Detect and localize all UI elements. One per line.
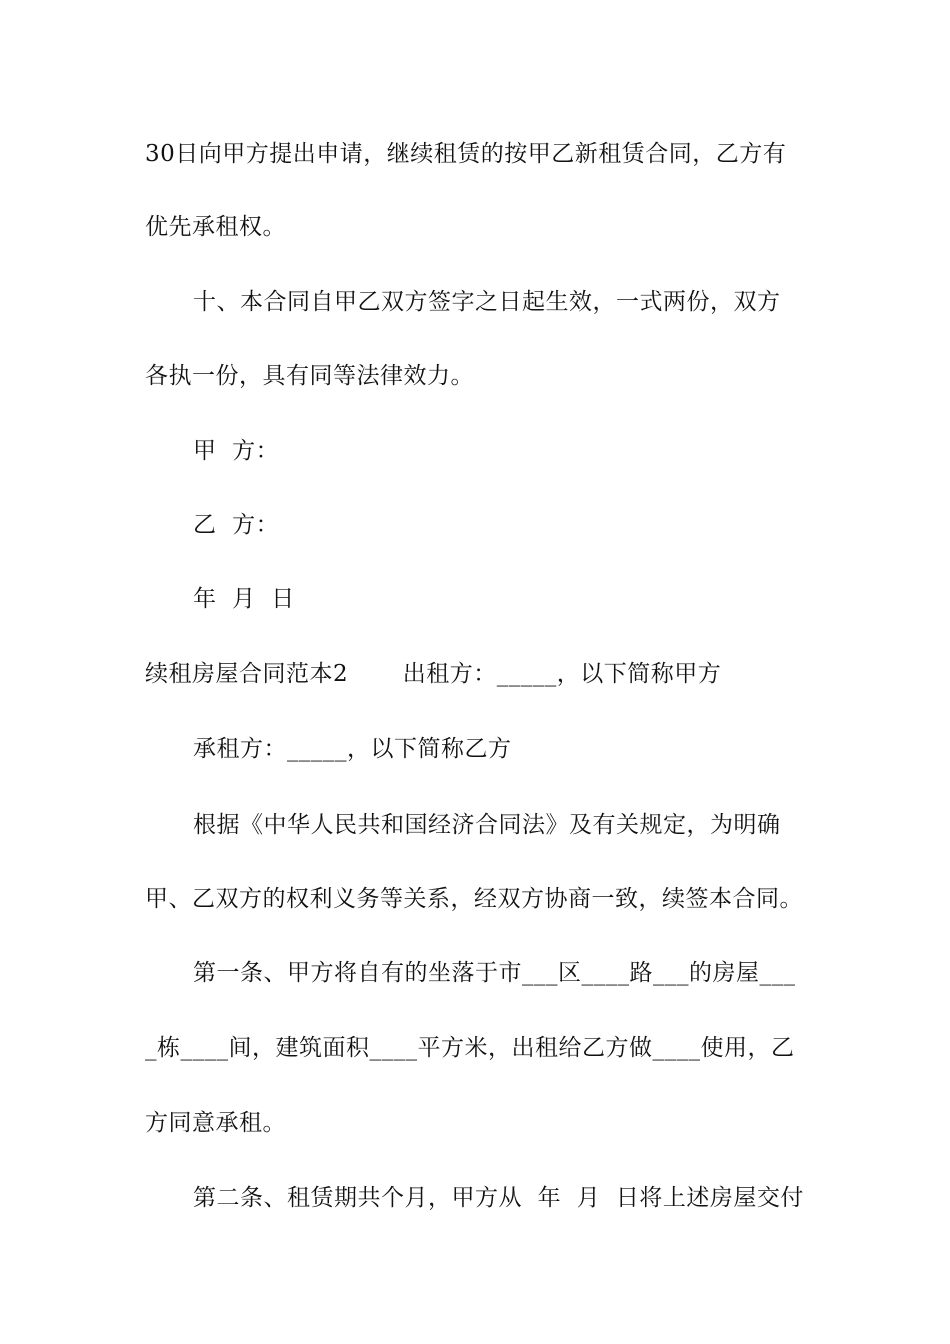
party-b-signature-label: 乙 方：: [193, 512, 280, 538]
article-one-line: 第一条、甲方将自有的坐落于市___区____路___的房屋___: [193, 960, 796, 986]
template-title-line: 续租房屋合同范本2 出租方：_____，以下简称甲方: [145, 661, 722, 687]
preamble-line: 根据《中华人民共和国经济合同法》及有关规定，为明确: [193, 812, 781, 838]
article-two-line: 第二条、租赁期共个月，甲方从 年 月 日将上述房屋交付: [193, 1185, 804, 1211]
paragraph-line: 各执一份，具有同等法律效力。: [145, 363, 474, 389]
date-label: 年 月 日: [193, 586, 295, 612]
paragraph-line: 30日向甲方提出申请，继续租赁的按甲乙新租赁合同，乙方有: [145, 141, 787, 167]
paragraph-line: 优先承租权。: [145, 214, 286, 240]
lessee-line: 承租方：_____，以下简称乙方: [193, 736, 512, 762]
party-a-signature-label: 甲 方：: [193, 438, 280, 464]
paragraph-line: 甲、乙双方的权利义务等关系，经双方协商一致，续签本合同。: [145, 886, 803, 912]
paragraph-line: 方同意承租。: [145, 1110, 286, 1136]
clause-ten-line: 十、本合同自甲乙双方签字之日起生效，一式两份，双方: [193, 289, 781, 315]
paragraph-line: _栋____间，建筑面积____平方米，出租给乙方做____使用，乙: [145, 1035, 795, 1061]
